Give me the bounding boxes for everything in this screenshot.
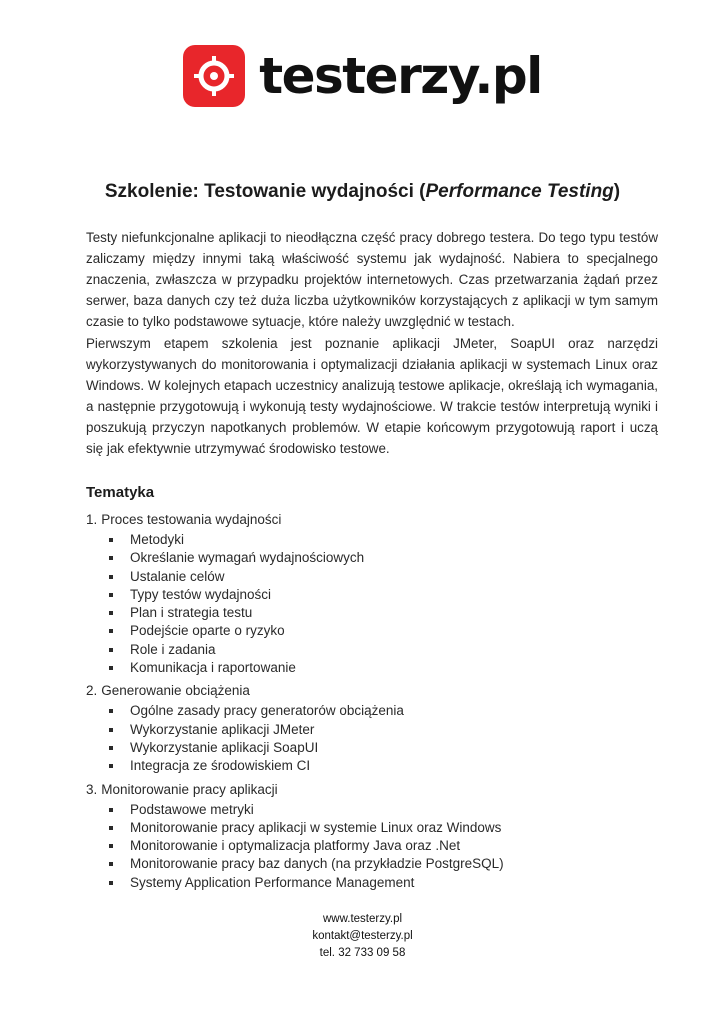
list-item: Ustalanie celów: [86, 568, 666, 586]
list-item: Typy testów wydajności: [86, 586, 666, 604]
footer-email: kontakt@testerzy.pl: [312, 930, 413, 942]
footer-phone: tel. 32 733 09 58: [319, 947, 406, 959]
topic-3: [86, 780, 666, 892]
section-heading: Tematyka: [86, 484, 155, 501]
list-item: Wykorzystanie aplikacji JMeter: [86, 721, 666, 739]
list-item: Wykorzystanie aplikacji SoapUI: [86, 739, 666, 757]
topic-2: [86, 681, 666, 775]
topic-number: 2.: [86, 683, 98, 699]
topic-title: [86, 510, 666, 529]
footer-contact: [0, 911, 725, 962]
list-item: Monitorowanie pracy baz danych (na przykładzie PostgreSQL): [86, 855, 666, 873]
list-item: Plan i strategia testu: [86, 604, 666, 622]
list-item: Monitorowanie pracy aplikacji w systemie Linux oraz Windows: [86, 819, 666, 837]
intro-paragraph-1: Testy niefunkcjonalne aplikacji to nieodłączna część pracy dobrego testera. Do tego typu testów zaliczamy między innymi taką właściwość systemu jak wydajność. Nabiera to specjalnego znaczenia, zwłaszcza w przypadku projektów internetowych. Czas przetwarzania żądań przez serwer, baza danych czy też duża liczba użytkowników korzystających z aplikacji w tym samym czasie to tylko podstawowe sytuacje, które należy uwzględnić w testach.: [86, 230, 658, 329]
topic-title: [86, 780, 666, 799]
topic-1: [86, 510, 666, 677]
list-item: Podstawowe metryki: [86, 801, 666, 819]
list-item: Określanie wymagań wydajnościowych: [86, 549, 666, 567]
page-title: [0, 181, 725, 203]
list-item: Monitorowanie i optymalizacja platformy Java oraz .Net: [86, 837, 666, 855]
list-item: Systemy Application Performance Management: [86, 874, 666, 892]
logo-target-icon: [183, 45, 245, 107]
logo-wordmark: testerzy.pl: [259, 47, 542, 105]
list-item: Komunikacja i raportowanie: [86, 659, 666, 677]
title-close: ): [613, 181, 621, 202]
list-item: Podejście oparte o ryzyko: [86, 622, 666, 640]
topic-subitems: [86, 702, 666, 775]
title-emphasis: Performance Testing: [425, 181, 614, 202]
topic-number: 3.: [86, 781, 98, 797]
header: [0, 36, 725, 116]
topic-label: Monitorowanie pracy aplikacji: [101, 781, 278, 797]
list-item: Ogólne zasady pracy generatorów obciążenia: [86, 702, 666, 720]
footer-website: www.testerzy.pl: [322, 913, 403, 925]
topic-list: [86, 510, 666, 896]
list-item: Metodyki: [86, 531, 666, 549]
topic-subitems: [86, 801, 666, 892]
topic-title: [86, 681, 666, 700]
list-item: Integracja ze środowiskiem CI: [86, 757, 666, 775]
title-main: Szkolenie: Testowanie wydajności (: [104, 181, 426, 202]
topic-subitems: [86, 531, 666, 677]
topic-label: Generowanie obciążenia: [101, 683, 250, 699]
topic-number: 1.: [86, 512, 98, 527]
intro-paragraph-2: Pierwszym etapem szkolenia jest poznanie aplikacji JMeter, SoapUI oraz narzędzi wykorzystywanych do monitorowania i optymalizacji działania aplikacji w systemach Linux oraz Windows. W kolejnych etapach uczestnicy analizują testowe aplikacje, określają ich wymagania, a następnie przygotowują i wykonują testy wydajnościowe. W trakcie testów interpretują wyniki i poszukują przyczyn napotkanych problemów. W etapie końcowym przygotowują raport i uczą się jak efektywnie utrzymywać środowisko testowe.: [86, 336, 658, 456]
topic-label: Proces testowania wydajności: [101, 512, 282, 527]
list-item: Role i zadania: [86, 641, 666, 659]
